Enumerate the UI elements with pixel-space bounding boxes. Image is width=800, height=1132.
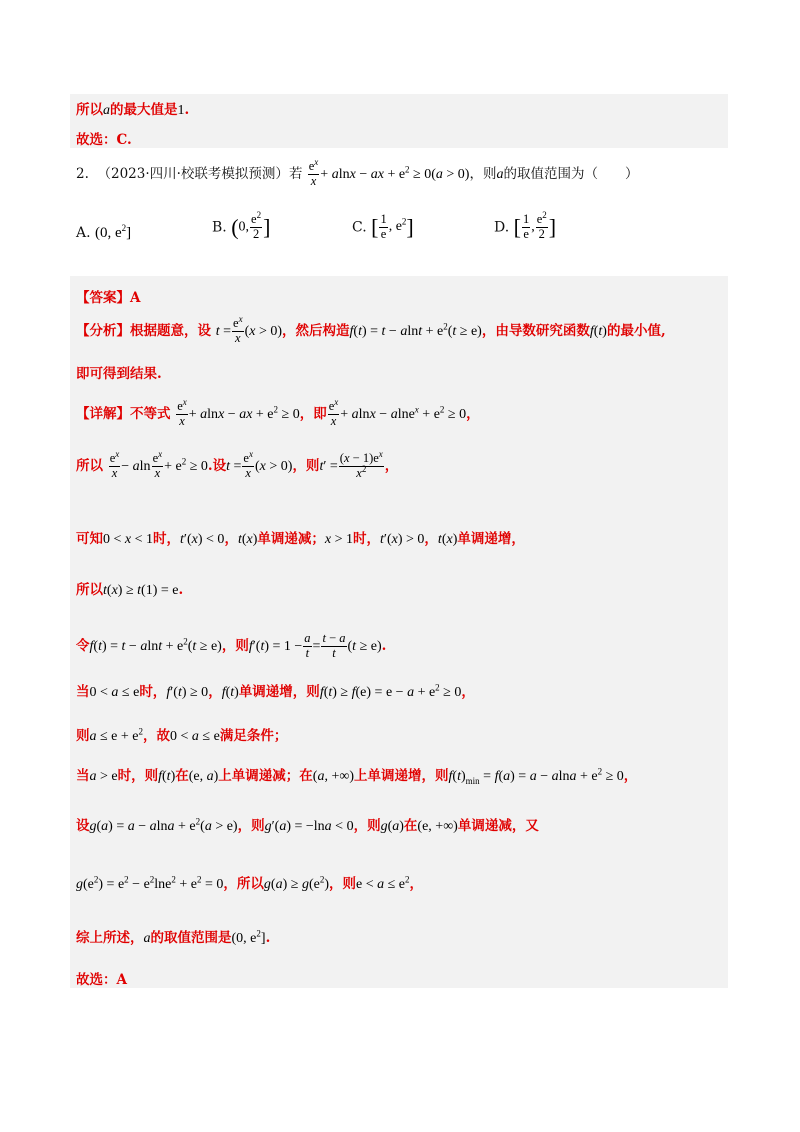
choice-c[interactable]: C. [ $\frac{1}{e}$ , $e^2$] bbox=[352, 212, 414, 241]
prev-conclusion: 所以a的最大值是1. bbox=[76, 102, 190, 118]
detail-line-7: 则$a \le e + e^2$，故0 < a ≤ e满足条件； bbox=[76, 726, 288, 744]
detail-line-3: 可知0 < x < 1时，t′(x) < 0，t(x)单调递减；x > 1时，t′(x) > 0，t(x)单调递增， bbox=[76, 531, 525, 547]
detail-line-8: 当a > e时，则f(t)在(e, a)上单调递减；在(a, +∞)上单调递增，则$f(t)_{min} = f(a) = a - alna + e^2 \ge 0$， bbox=[76, 766, 638, 786]
detail-line-11: 综上所述，a的取值范围是(0, $e^2$]. bbox=[76, 928, 271, 946]
final-select: 故选：A bbox=[76, 972, 127, 988]
detail-line-4: 所以t(x) ≥ t(1) = e. bbox=[76, 582, 184, 598]
choice-a[interactable]: A. (0, $e^2$] bbox=[76, 223, 132, 241]
prev-select: 故选：C. bbox=[76, 132, 132, 148]
detail-line-1: 【详解】不等式 $\frac{e^x}{x}$ + alnx − ax + $e^2 \ge 0$，即 $\frac{e^x}{x}$ + $alnx - alne^x + e^2 \ge 0$， bbox=[76, 396, 480, 428]
detail-line-5: 令$f(t) = t - alnt + e^2(t \ge e)$，则f′(t) = 1 − $\frac{a}{t}$ = $\frac{t - a}{t}$ (t ≥ e). bbox=[76, 631, 387, 660]
problem-stem: 2. （2023·四川·校联考模拟预测）若 $\frac{e^x}{x}$ + alnx − ax + $e^2 \ge 0(a > 0)$，则a的取值范围为（ ） bbox=[76, 156, 639, 188]
analysis-line-1: 【分析】根据题意，设 t = $\frac{e^x}{x}$ (x > 0)，然后构造$f(t) = t - alnt + e^2(t \ge e)$，由导数研究函数f(t)的最小值, bbox=[76, 313, 666, 345]
detail-line-9: 设$g(a) = a - alna + e^2(a > e)$，则g′(a) = −lna < 0，则g(a)在(e, +∞)单调递减，又 bbox=[76, 816, 539, 834]
detail-line-10: $g(e^2) = e^2 - e^2\ln e^2 + e^2 = 0$，所以$g(a) \ge g(e^2)$，则$e < a \le e^2$， bbox=[76, 874, 424, 892]
detail-line-2: 所以 $\frac{e^x}{x}$ − aln $\frac{e^x}{x}$ + $e^2 \ge 0$.设t = $\frac{e^x}{x}$ (x > 0)，则t′ = $\frac{(x - 1)e^x}{x^2}$ ， bbox=[76, 448, 399, 480]
choice-d[interactable]: D. [ $\frac{1}{e}$ , $\frac{e^2}{2}$ ] bbox=[494, 209, 557, 241]
analysis-line-2: 即可得到结果. bbox=[76, 366, 162, 382]
detail-line-6: 当0 < a ≤ e时，f′(t) ≥ 0，f(t)单调递增，则$f(t) \ge f(e) = e - a + e^2 \ge 0$， bbox=[76, 682, 475, 700]
choice-b[interactable]: B. (0, $\frac{e^2}{2}$ ] bbox=[212, 209, 271, 241]
answer-line: 【答案】A bbox=[76, 290, 141, 306]
